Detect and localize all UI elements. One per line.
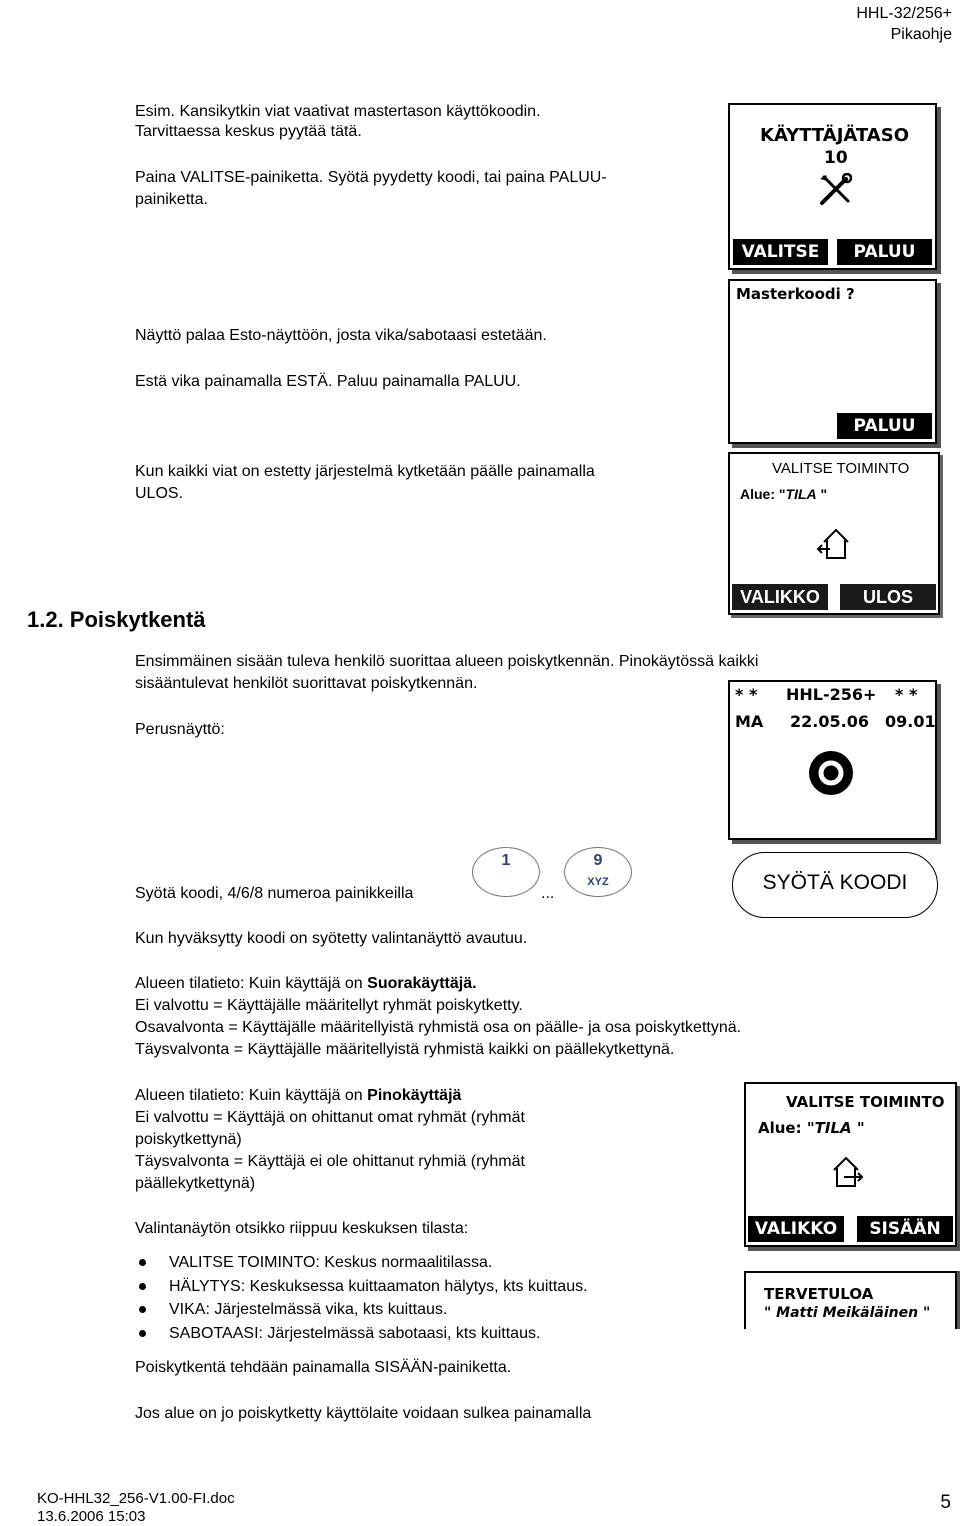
code-prompt-text: SYÖTÄ KOODI <box>762 871 908 894</box>
stack-user-line5: päällekytkettynä) <box>135 1175 256 1192</box>
bullet-item: SABOTAASI: Järjestelmässä sabotaasi, kts kuittaus. <box>169 1325 541 1342</box>
para2-line3: Kun kaikki viat on estetty järjestelmä kytketään päälle painamalla <box>135 463 595 480</box>
para2-line4: ULOS. <box>135 485 184 502</box>
area-suffix: " <box>816 486 828 502</box>
section-heading: 1.2. Poiskytkentä <box>27 607 206 632</box>
bullet-dot <box>139 1330 146 1337</box>
bullet-item: HÄLYTYS: Keskuksessa kuittaamaton hälytys, kts kuittaus. <box>169 1278 588 1295</box>
area-label <box>758 1119 865 1137</box>
code-prompt-display <box>732 852 938 918</box>
welcome-text: TERVETULOA <box>764 1285 874 1303</box>
user-name-line <box>764 1305 930 1321</box>
stack-prefix: Alueen tilatieto: Kuin käyttäjä on <box>135 1087 368 1104</box>
section-intro-line1: Ensimmäinen sisään tuleva henkilö suorittaa alueen poiskytkennän. Pinokäytössä kaikki <box>135 653 759 670</box>
weekday: MA <box>735 712 764 731</box>
quote-open: " <box>764 1305 777 1321</box>
page-number: 5 <box>940 1492 951 1513</box>
title-depends-text: Valintanäytön otsikko riippuu keskuksen tilasta: <box>135 1220 469 1237</box>
target-icon <box>808 750 854 796</box>
paluu-softkey[interactable]: PALUU <box>837 239 932 265</box>
direct-user-line1 <box>135 972 477 995</box>
direct-user-line3: Osavalvonta = Käyttäjälle määritellyistä ryhmistä osa on päälle- ja osa poiskytkettynä. <box>135 1019 742 1036</box>
para2-line1: Näyttö palaa Esto-näyttöön, josta vika/sabotaasi estetään. <box>135 327 547 344</box>
para1-line4: painiketta. <box>135 191 208 208</box>
valitse-softkey[interactable]: VALITSE <box>733 239 828 265</box>
stars-right: * * <box>895 685 918 704</box>
stack-user: Pinokäyttäjä <box>367 1087 462 1104</box>
stars-left: * * <box>735 685 758 704</box>
master-code-prompt: Masterkoodi ? <box>736 285 855 303</box>
direct-user: Suorakäyttäjä. <box>367 975 477 992</box>
area-suffix: " <box>851 1119 865 1137</box>
paluu-softkey[interactable]: PALUU <box>837 413 932 439</box>
user-name: Matti Meikäläinen <box>776 1305 919 1321</box>
bullet-dot <box>139 1306 146 1313</box>
direct-prefix: Alueen tilatieto: Kuin käyttäjä on <box>135 975 368 992</box>
valikko-softkey[interactable]: VALIKKO <box>732 584 828 610</box>
key-1-button[interactable] <box>472 847 540 897</box>
valikko-softkey[interactable]: VALIKKO <box>748 1216 844 1242</box>
header-product: HHL-32/256+ <box>856 5 952 22</box>
close-instruction: Jos alue on jo poiskytketty käyttölaite voidaan sulkea painamalla <box>135 1405 592 1422</box>
area-label <box>740 486 827 502</box>
ellipsis: ... <box>541 885 555 902</box>
screen-title: KÄYTTÄJÄTASO <box>760 125 910 146</box>
area-name: TILA <box>814 1119 852 1137</box>
lcd-screen-select-function-enter <box>744 1082 957 1247</box>
key-9-label: 9 <box>593 852 603 869</box>
key-9-button[interactable] <box>564 847 632 897</box>
ulos-softkey[interactable]: ULOS <box>840 584 936 610</box>
screen-title: VALITSE TOIMINTO <box>772 460 910 477</box>
lcd-screen-master-code <box>728 279 937 444</box>
user-level-value: 10 <box>824 148 848 168</box>
footer-file: KO-HHL32_256-V1.00-FI.doc <box>37 1490 235 1507</box>
bullet-item: VIKA: Järjestelmässä vika, kts kuittaus. <box>169 1301 448 1318</box>
bullet-dot <box>139 1259 146 1266</box>
date: 22.05.06 <box>790 712 869 731</box>
house-exit-icon <box>816 526 850 560</box>
stack-user-line3: poiskytkettynä) <box>135 1131 242 1148</box>
stack-user-line1 <box>135 1084 461 1107</box>
code-entry-text: Syötä koodi, 4/6/8 numeroa painikkeilla <box>135 885 414 902</box>
quote-close: " <box>918 1305 931 1321</box>
lcd-screen-welcome <box>744 1271 957 1329</box>
sisaan-softkey[interactable]: SISÄÄN <box>857 1216 953 1242</box>
basic-view-label: Perusnäyttö: <box>135 721 225 738</box>
screen-title: VALITSE TOIMINTO <box>786 1093 945 1111</box>
tools-icon <box>818 173 852 207</box>
key-1-label: 1 <box>501 852 511 869</box>
bullet-dot <box>139 1283 146 1290</box>
para1-line3: Paina VALITSE-painiketta. Syötä pyydetty koodi, tai paina PALUU- <box>135 169 607 186</box>
lcd-screen-user-level <box>728 103 937 270</box>
section-intro-line2: sisääntulevat henkilöt suorittavat poiskytkennän. <box>135 675 478 692</box>
area-prefix: Alue: " <box>740 486 786 502</box>
document-header <box>856 3 952 45</box>
para1-line2: Tarvittaessa keskus pyytää tätä. <box>135 123 362 140</box>
para1-line1: Esim. Kansikytkin viat vaativat mastertason käyttökoodin. <box>135 103 541 120</box>
accepted-text: Kun hyväksytty koodi on syötetty valintanäyttö avautuu. <box>135 930 528 947</box>
direct-user-line2: Ei valvottu = Käyttäjälle määritellyt ryhmät poiskytketty. <box>135 997 523 1014</box>
device-name: HHL-256+ <box>786 685 877 704</box>
stack-user-line2: Ei valvottu = Käyttäjä on ohittanut omat ryhmät (ryhmät <box>135 1109 525 1126</box>
direct-user-line4: Täysvalvonta = Käyttäjälle määritellyistä ryhmistä kaikki on päällekytkettynä. <box>135 1041 675 1058</box>
para2-line2: Estä vika painamalla ESTÄ. Paluu painamalla PALUU. <box>135 373 521 390</box>
lcd-screen-select-function <box>728 452 940 615</box>
disarm-instruction: Poiskytkentä tehdään painamalla SISÄÄN-painiketta. <box>135 1359 512 1376</box>
time: 09.01 <box>885 712 936 731</box>
key-9-sub-label: XYZ <box>587 876 609 888</box>
bullet-item: VALITSE TOIMINTO: Keskus normaalitilassa. <box>169 1254 493 1271</box>
area-name: TILA <box>785 486 817 502</box>
area-prefix: Alue: " <box>758 1119 815 1137</box>
stack-user-line4: Täysvalvonta = Käyttäjä ei ole ohittanut ryhmiä (ryhmät <box>135 1153 525 1170</box>
footer-datetime: 13.6.2006 15:03 <box>37 1508 146 1525</box>
house-enter-icon <box>830 1154 864 1188</box>
lcd-screen-basic-view <box>728 680 937 840</box>
header-doc-type: Pikaohje <box>890 26 952 43</box>
